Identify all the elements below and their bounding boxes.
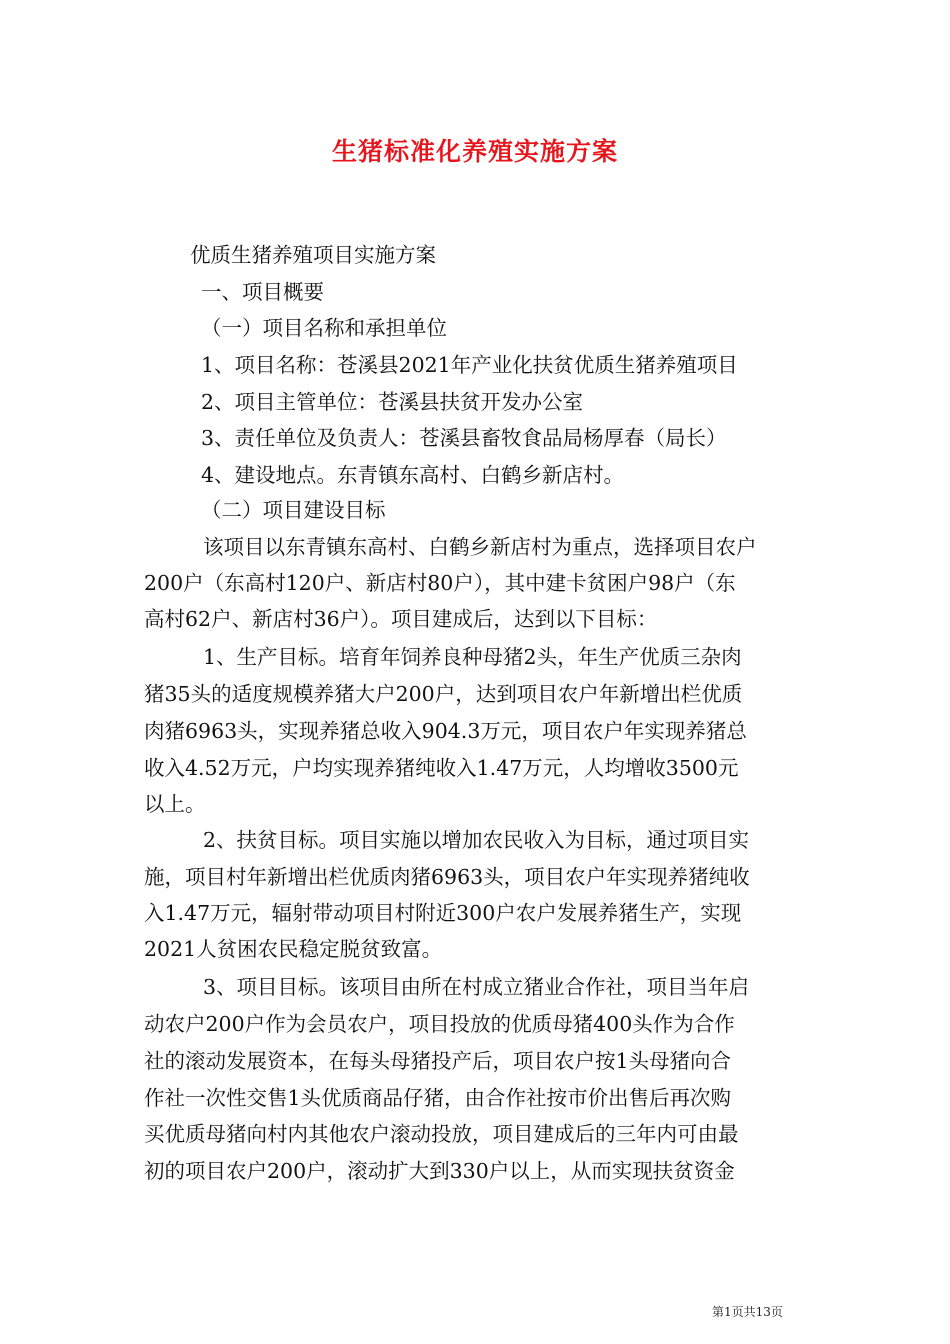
document-line: 高村62户、新店村36户）。项目建成后，达到以下目标： [144, 607, 658, 631]
document-line: 3、责任单位及负责人：苍溪县畜牧食品局杨厚春（局长） [201, 426, 727, 450]
document-line: 4、建设地点。东青镇东高村、白鹤乡新店村。 [201, 463, 625, 487]
document-line: 1、生产目标。培育年饲养良种母猪2头，年生产优质三杂肉 [203, 645, 742, 669]
document-line: 该项目以东青镇东高村、白鹤乡新店村为重点，选择项目农户 [203, 535, 757, 559]
document-line: 3、项目目标。该项目由所在村成立猪业合作社，项目当年启 [203, 975, 750, 999]
document-line: 200户（东高村120户、新店村80户），其中建卡贫困户98户（东 [144, 571, 736, 595]
document-line: 肉猪6963头，实现养猪总收入904.3万元，项目农户年实现养猪总 [144, 719, 747, 743]
document-line: 动农户200户作为会员农户，项目投放的优质母猪400头作为合作 [144, 1012, 735, 1036]
document-line: 2、项目主管单位：苍溪县扶贫开发办公室 [201, 390, 584, 414]
page-number: 第1页共13页 [712, 1305, 783, 1319]
document-line: 买优质母猪向村内其他农户滚动投放，项目建成后的三年内可由最 [144, 1122, 739, 1146]
document-line: 优质生猪养殖项目实施方案 [190, 243, 436, 267]
document-line: 2、扶贫目标。项目实施以增加农民收入为目标，通过项目实 [203, 828, 750, 852]
document-line: （二）项目建设目标 [201, 498, 386, 522]
document-title: 生猪标准化养殖实施方案 [331, 137, 618, 166]
document-line: 以上。 [144, 792, 206, 816]
document-line: （一）项目名称和承担单位 [201, 316, 447, 340]
document-line: 作社一次性交售1头优质商品仔猪，由合作社按市价出售后再次购 [144, 1086, 732, 1110]
document-line: 一、项目概要 [201, 280, 324, 304]
document-line: 初的项目农户200户，滚动扩大到330户以上，从而实现扶贫资金 [144, 1159, 735, 1183]
document-line: 2021人贫困农民稳定脱贫致富。 [144, 937, 443, 961]
document-line: 收入4.52万元，户均实现养猪纯收入1.47万元，人均增收3500元 [144, 756, 739, 780]
document-line: 入1.47万元，辐射带动项目村附近300户农户发展养猪生产，实现 [144, 901, 742, 925]
document-line: 社的滚动发展资本，在每头母猪投产后，项目农户按1头母猪向合 [144, 1049, 732, 1073]
document-line: 施，项目村年新增出栏优质肉猪6963头，项目农户年实现养猪纯收 [144, 865, 750, 889]
document-line: 1、项目名称：苍溪县2021年产业化扶贫优质生猪养殖项目 [201, 353, 738, 377]
document-line: 猪35头的适度规模养猪大户200户，达到项目农户年新增出栏优质 [144, 682, 743, 706]
